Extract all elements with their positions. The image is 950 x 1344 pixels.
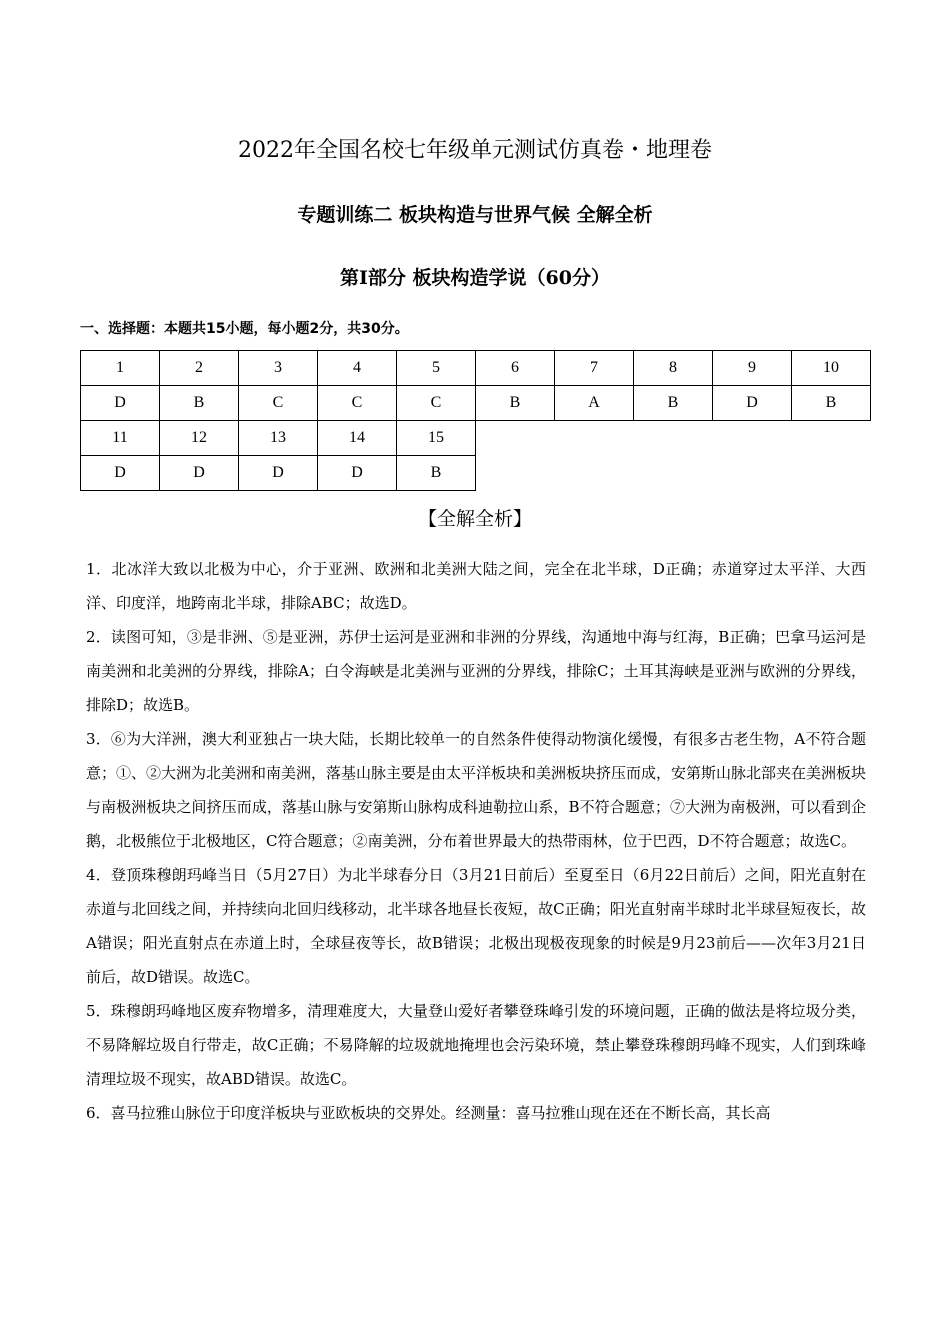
analysis-paragraph: 1．北冰洋大致以北极为中心，介于亚洲、欧洲和北美洲大陆之间，完全在北半球，D正确；赤道穿过太平洋、大西洋、印度洋，地跨南北半球，排除ABC；故选D。 xyxy=(86,560,866,612)
question-number-cell: 11 xyxy=(81,421,160,456)
empty-cell xyxy=(713,456,792,491)
question-number-cell: 6 xyxy=(476,351,555,386)
question-number-cell: 2 xyxy=(160,351,239,386)
empty-cell xyxy=(792,456,871,491)
answer-cell: D xyxy=(160,456,239,491)
answer-cell: B xyxy=(792,386,871,421)
question-number-cell: 10 xyxy=(792,351,871,386)
answer-table-answer-row-1 xyxy=(81,386,871,421)
answer-cell: C xyxy=(239,386,318,421)
answer-table-number-row-1 xyxy=(81,351,871,386)
question-number-cell: 15 xyxy=(397,421,476,456)
question-number-cell: 14 xyxy=(318,421,397,456)
answer-cell: B xyxy=(397,456,476,491)
answer-cell: A xyxy=(555,386,634,421)
question-number-cell: 1 xyxy=(81,351,160,386)
analysis-body xyxy=(86,552,866,1130)
empty-cell xyxy=(555,421,634,456)
answer-cell: B xyxy=(476,386,555,421)
analysis-paragraph: 3．⑥为大洋洲，澳大利亚独占一块大陆，长期比较单一的自然条件使得动物演化缓慢，有很多古老生物，A不符合题意；①、②大洲为北美洲和南美洲，落基山脉主要是由太平洋板块和美洲板块挤压而成，安第斯山脉北部夹在美洲板块与南极洲板块之间挤压而成，落基山脉与安第斯山脉构成科迪勒拉山系，B不符合题意；⑦大洲为南极洲，可以看到企鹅，北极熊位于北极地区，C符合题意；②南美洲，分布着世界最大的热带雨林，位于巴西，D不符合题意；故选C。 xyxy=(86,730,867,850)
question-number-cell: 3 xyxy=(239,351,318,386)
answer-table xyxy=(80,350,871,491)
answer-cell: D xyxy=(81,386,160,421)
analysis-paragraph: 4．登顶珠穆朗玛峰当日（5月27日）为北半球春分日（3月21日前后）至夏至日（6月22日前后）之间，阳光直射在赤道与北回线之间，并持续向北回归线移动，北半球各地昼长夜短，故C正确；阳光直射南半球时北半球昼短夜长，故A错误；阳光直射点在赤道上时，全球昼夜等长，故B错误；北极出现极夜现象的时候是9月23前后——次年3月21日前后，故D错误。故选C。 xyxy=(86,866,866,986)
empty-cell xyxy=(555,456,634,491)
question-number-cell: 8 xyxy=(634,351,713,386)
question-number-cell: 9 xyxy=(713,351,792,386)
empty-cell xyxy=(476,421,555,456)
analysis-paragraph: 6．喜马拉雅山脉位于印度洋板块与亚欧板块的交界处。经测量：喜马拉雅山现在还在不断长高，其长高 xyxy=(86,1104,771,1122)
answer-cell: B xyxy=(634,386,713,421)
section-heading: 一、选择题：本题共15小题，每小题2分，共30分。 xyxy=(80,321,409,337)
answer-cell: D xyxy=(713,386,792,421)
document-title: 2022年全国名校七年级单元测试仿真卷・地理卷 xyxy=(238,138,712,163)
answer-table-number-row-2 xyxy=(81,421,871,456)
analysis-paragraph: 2．读图可知，③是非洲、⑤是亚洲，苏伊士运河是亚洲和非洲的分界线，沟通地中海与红海，B正确；巴拿马运河是南美洲和北美洲的分界线，排除A；白令海峡是北美洲与亚洲的分界线，排除C；土耳其海峡是亚洲与欧洲的分界线，排除D；故选B。 xyxy=(86,628,866,714)
answer-table-answer-row-2 xyxy=(81,456,871,491)
answer-cell: D xyxy=(239,456,318,491)
empty-cell xyxy=(792,421,871,456)
empty-cell xyxy=(476,456,555,491)
answer-cell: C xyxy=(318,386,397,421)
empty-cell xyxy=(634,421,713,456)
empty-cell xyxy=(713,421,792,456)
part-title: 第Ⅰ部分 板块构造学说（60分） xyxy=(340,267,610,289)
question-number-cell: 4 xyxy=(318,351,397,386)
question-number-cell: 13 xyxy=(239,421,318,456)
empty-cell xyxy=(634,456,713,491)
answer-cell: B xyxy=(160,386,239,421)
analysis-heading: 【全解全析】 xyxy=(417,508,532,530)
answer-cell: D xyxy=(81,456,160,491)
question-number-cell: 5 xyxy=(397,351,476,386)
answer-cell: D xyxy=(318,456,397,491)
question-number-cell: 12 xyxy=(160,421,239,456)
document-subtitle: 专题训练二 板块构造与世界气候 全解全析 xyxy=(297,204,653,226)
analysis-paragraph: 5．珠穆朗玛峰地区废弃物增多，清理难度大，大量登山爱好者攀登珠峰引发的环境问题，正确的做法是将垃圾分类，不易降解垃圾自行带走，故C正确；不易降解的垃圾就地掩埋也会污染环境，禁止攀登珠穆朗玛峰不现实，人们到珠峰清理垃圾不现实，故ABD错误。故选C。 xyxy=(86,1002,866,1088)
answer-cell: C xyxy=(397,386,476,421)
question-number-cell: 7 xyxy=(555,351,634,386)
